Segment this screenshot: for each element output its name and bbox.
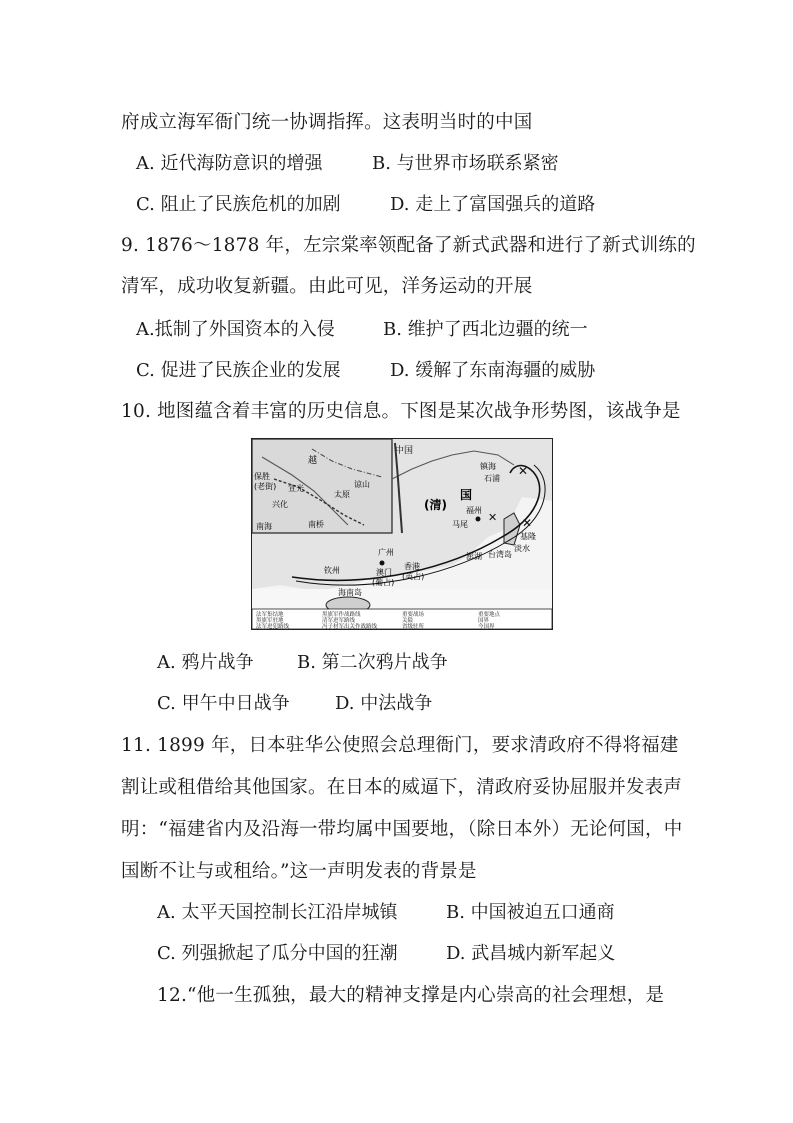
- map-label-fuzhou: 福州: [466, 506, 482, 515]
- map-label-xinghua: 兴化: [272, 500, 288, 509]
- legend-entry-2: 黑旗军作战路线: [322, 612, 361, 618]
- q11-stem-line-3: 明：“福建省内及沿海一带均属中国要地，（除日本外）无论何国，中: [121, 819, 683, 840]
- legend-entry-12: 今国界: [478, 624, 495, 629]
- map-label-nanhai: 南海: [256, 522, 272, 531]
- map-label-shipu: 石浦: [484, 474, 500, 483]
- q11-stem-line-4: 国断不让与或租给。”这一声明发表的背景是: [121, 861, 477, 882]
- legend-entry-4: 重要地点: [478, 612, 501, 618]
- q9-option-a[interactable]: A.抵制了外国资本的入侵: [136, 319, 335, 340]
- legend-entry-5: 黑旗军驻地: [256, 618, 284, 624]
- q9-stem-line-2: 清军，成功收复新疆。由此可见，洋务运动的开展: [121, 276, 533, 297]
- q11-stem-line-1: 11. 1899 年，日本驻华公使照会总理衙门，要求清政府不得将福建: [121, 735, 679, 756]
- q10-option-d[interactable]: D. 中法战争: [335, 693, 433, 714]
- q8-option-d[interactable]: D. 走上了富国强兵的道路: [390, 194, 596, 215]
- map-label-taiyuan: 太原: [334, 490, 350, 499]
- q9-stem-line-1: 9. 1876～1878 年，左宗棠率领配备了新式武器和进行了新式训练的: [121, 235, 696, 256]
- legend-entry-11: 省级驻所: [402, 624, 425, 629]
- battle-mark-jilong: ✕: [522, 516, 533, 530]
- taiwan-island: [504, 513, 520, 545]
- q11-option-a[interactable]: A. 太平天国控制长江沿岸城镇: [157, 902, 398, 923]
- q11-option-b[interactable]: B. 中国被迫五口通商: [446, 902, 615, 923]
- legend-entry-9: 法军进犯路线: [256, 624, 290, 629]
- battle-mark-mawei: ✕: [488, 511, 498, 524]
- map-label-xijiang: 南桥: [308, 520, 324, 529]
- q8-option-a[interactable]: A. 近代海防意识的增强: [136, 153, 323, 174]
- q8-option-b[interactable]: B. 与世界市场联系紧密: [372, 153, 559, 174]
- map-label-guangzhou: 广州: [378, 548, 394, 557]
- q10-option-c[interactable]: C. 甲午中日战争: [157, 693, 290, 714]
- map-label-penghu: 澎湖: [466, 552, 482, 561]
- city-dot-fuzhou: [476, 517, 481, 522]
- map-label-yue: 越: [308, 456, 318, 466]
- legend-entry-7: 关隘: [402, 618, 414, 624]
- q11-option-d[interactable]: D. 武昌城内新军起义: [446, 943, 616, 964]
- map-label-hongkong-note: (英占): [402, 572, 425, 581]
- map-label-jilong: 基隆: [520, 532, 536, 541]
- map-label-baosheng: 保胜: [254, 472, 270, 481]
- map-label-mawei: 马尾: [452, 520, 468, 529]
- map-label-danshui: 淡水: [514, 544, 530, 553]
- legend-entry-10: 冯子材军出关作战路线: [322, 624, 378, 629]
- map-label-laojie: (老街): [254, 482, 277, 491]
- legend-entry-6: 清军进军路线: [322, 618, 356, 624]
- q11-option-c[interactable]: C. 列强掀起了瓜分中国的狂潮: [157, 943, 398, 964]
- map-label-qinzhou: 钦州: [324, 566, 340, 575]
- intro-tail-line: 府成立海军衙门统一协调指挥。这表明当时的中国: [121, 112, 533, 133]
- map-label-xuanguang: 宣光: [288, 484, 304, 493]
- map-label-qing: (清): [424, 498, 447, 512]
- q8-option-c[interactable]: C. 阻止了民族危机的加剧: [136, 194, 341, 215]
- map-label-hainan: 海南岛: [338, 588, 362, 597]
- q11-stem-line-2: 割让或租借给其他国家。在日本的威逼下，清政府妥协屈服并发表声: [121, 777, 683, 798]
- war-situation-map: [251, 438, 553, 630]
- map-label-china: 中国: [395, 446, 414, 456]
- battle-mark-zhenhai: ✕: [518, 464, 529, 478]
- city-dot-guangzhou: [380, 561, 385, 566]
- legend-entry-8: 国界: [478, 618, 490, 624]
- map-label-macau-note: (葡占): [372, 578, 395, 587]
- map-label-taiwan: 台湾岛: [488, 550, 512, 559]
- q12-stem: 12.“他一生孤独，最大的精神支撑是内心崇高的社会理想，是: [157, 985, 665, 1006]
- legend-entry-1: 法军集结地: [256, 612, 284, 618]
- map-label-zhenhai: 镇海: [480, 462, 496, 471]
- map-label-hongkong: 香港: [404, 562, 420, 571]
- q10-option-a[interactable]: A. 鸦片战争: [157, 652, 254, 673]
- q9-option-d[interactable]: D. 缓解了东南海疆的威胁: [390, 360, 596, 381]
- map-label-liang: 谅山: [354, 480, 370, 489]
- legend-entry-3: 重要战场: [402, 612, 425, 618]
- q9-option-c[interactable]: C. 促进了民族企业的发展: [136, 360, 341, 381]
- map-label-macau: 澳门: [376, 568, 392, 577]
- q10-stem: 10. 地图蕴含着丰富的历史信息。下图是某次战争形势图，该战争是: [121, 401, 681, 422]
- q10-option-b[interactable]: B. 第二次鸦片战争: [297, 652, 448, 673]
- map-label-guo: 国: [460, 488, 473, 502]
- q9-option-b[interactable]: B. 维护了西北边疆的统一: [383, 319, 588, 340]
